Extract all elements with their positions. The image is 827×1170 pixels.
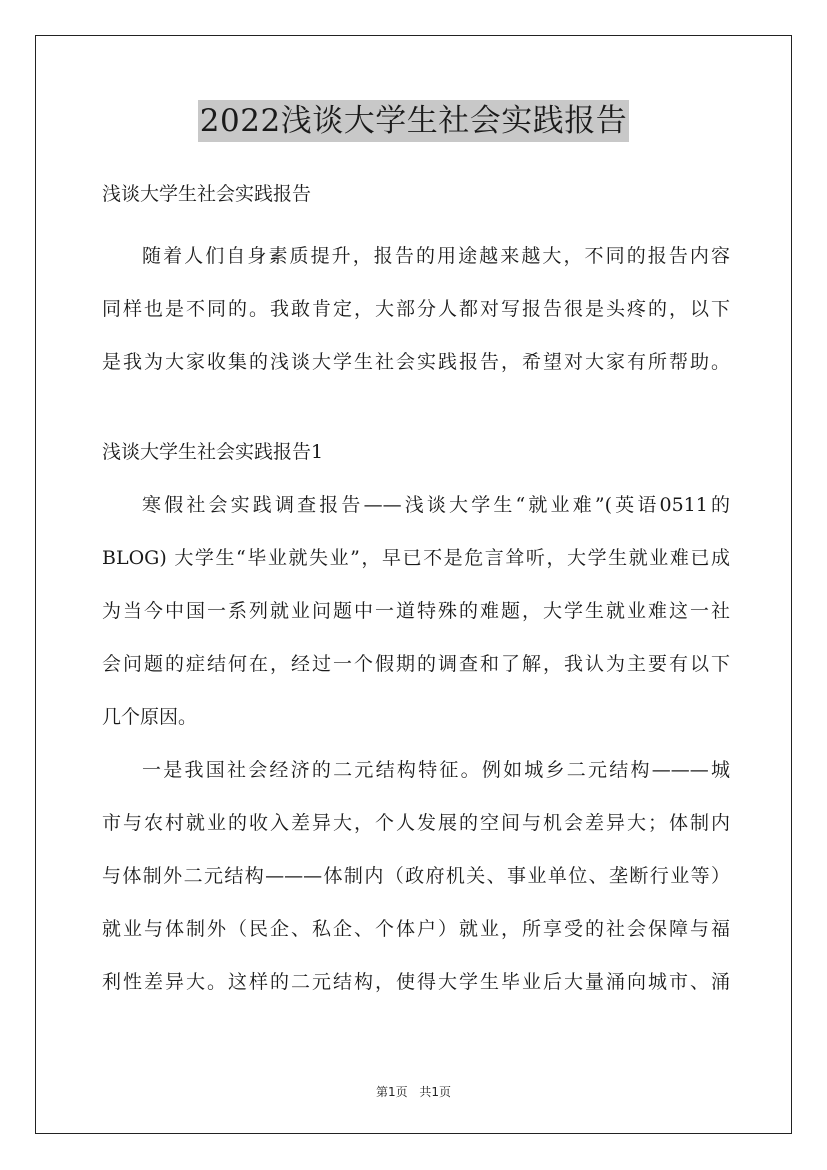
document-title: 2022浅谈大学生社会实践报告 [198,100,629,142]
intro-line: 随着人们自身素质提升，报告的用途越来越大，不同的报告内容 [142,245,730,267]
paragraph-line: 一是我国社会经济的二元结构特征。例如城乡二元结构———城 [142,759,730,781]
intro-line: 是我为大家收集的浅谈大学生社会实践报告，希望对大家有所帮助。 [102,351,730,373]
page-number: 第1页 [375,1085,408,1099]
section-heading: 浅谈大学生社会实践报告1 [102,441,324,463]
document-subtitle: 浅谈大学生社会实践报告 [102,183,312,205]
paragraph-line: 寒假社会实践调查报告——浅谈大学生“就业难”(英语0511的 [142,494,730,516]
paragraph-line: 几个原因。 [102,706,198,728]
paragraph-line: 就业与体制外（民企、私企、个体户）就业，所享受的社会保障与福 [102,918,730,940]
paragraph-line: 为当今中国一系列就业问题中一道特殊的难题，大学生就业难这一社 [102,600,730,622]
paragraph-1 [102,486,730,736]
intro-paragraph [102,237,730,381]
paragraph-line: 利性差异大。这样的二元结构，使得大学生毕业后大量涌向城市、涌 [102,971,730,993]
page-footer [0,1083,827,1100]
intro-line: 同样也是不同的。我敢肯定，大部分人都对写报告很是头疼的，以下 [102,298,730,320]
paragraph-line: 与体制外二元结构———体制内（政府机关、事业单位、垄断行业等） [102,865,730,887]
paragraph-line: 会问题的症结何在，经过一个假期的调查和了解，我认为主要有以下 [102,653,730,675]
document-body [102,175,730,1001]
page-total: 共1页 [419,1085,452,1099]
paragraph-line: BLOG) 大学生“毕业就失业”，早已不是危言耸听，大学生就业难已成 [102,547,730,569]
paragraph-2 [102,751,730,1001]
paragraph-line: 市与农村就业的收入差异大，个人发展的空间与机会差异大；体制内 [102,812,730,834]
title-container [0,100,827,142]
